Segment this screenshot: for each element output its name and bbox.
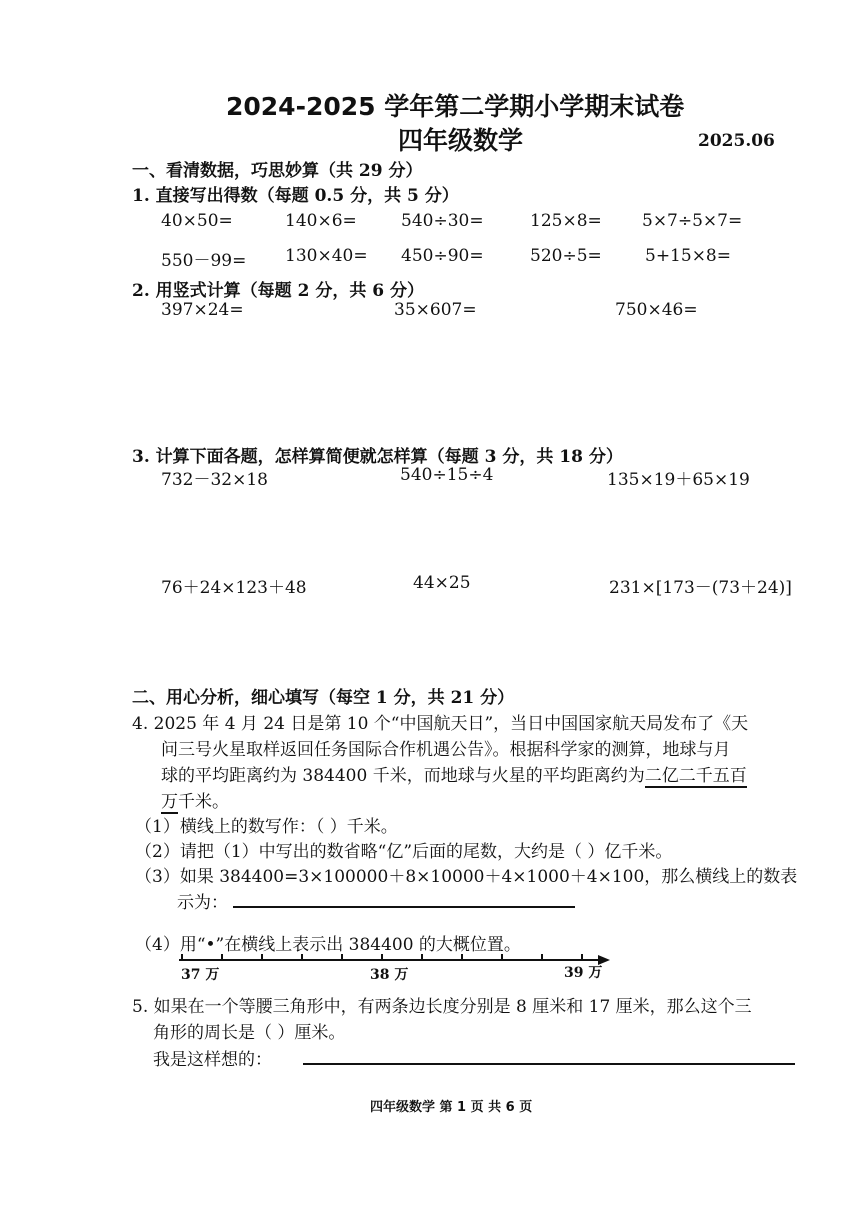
- q2-item: 750×46=: [615, 300, 698, 320]
- q2-item: 35×607=: [394, 300, 477, 320]
- q5-text-line: 5. 如果在一个等腰三角形中，有两条边长度分别是 8 厘米和 17 厘米，那么这个三: [132, 997, 752, 1017]
- q1-item: 130×40=: [285, 246, 368, 266]
- answer-line[interactable]: [233, 906, 575, 908]
- q3-item: 540÷15÷4: [400, 465, 494, 485]
- q4-sub3-label: 示为：: [177, 893, 228, 913]
- axis-tick: [341, 954, 343, 961]
- axis-label: 39 万: [564, 965, 603, 981]
- q2-heading: 2. 用竖式计算（每题 2 分，共 6 分）: [132, 281, 424, 301]
- number-line-axis: [179, 959, 599, 961]
- q4-text-plain: 球的平均距离约为 384400 千米，而地球与火星的平均距离约为: [161, 766, 645, 786]
- axis-label: 38 万: [370, 967, 409, 983]
- axis-tick: [581, 954, 583, 961]
- q1-heading: 1. 直接写出得数（每题 0.5 分，共 5 分）: [132, 186, 459, 206]
- axis-tick: [461, 954, 463, 961]
- axis-tick: [181, 954, 183, 961]
- q1-item: 40×50=: [161, 211, 233, 231]
- q4-sub4: （4）用“•”在横线上表示出 384400 的大概位置。: [135, 935, 521, 955]
- page-footer: 四年级数学 第 1 页 共 6 页: [370, 1100, 533, 1115]
- axis-tick: [261, 954, 263, 961]
- q4-text-plain: 千米。: [178, 792, 229, 812]
- q3-item: 44×25: [413, 573, 471, 593]
- axis-tick: [301, 954, 303, 961]
- q4-underlined-number: 万: [161, 792, 178, 812]
- q3-item: 76＋24×123＋48: [161, 578, 307, 598]
- q4-text-line: 问三号火星取样返回任务国际合作机遇公告》。根据科学家的测算，地球与月: [161, 740, 731, 760]
- q1-item: 5×7÷5×7=: [642, 211, 743, 231]
- axis-tick: [381, 954, 383, 961]
- q1-item: 125×8=: [530, 211, 602, 231]
- q2-item: 397×24=: [161, 300, 244, 320]
- q1-item: 520÷5=: [530, 246, 602, 266]
- axis-label: 37 万: [181, 967, 220, 983]
- exam-date: 2025.06: [698, 131, 775, 151]
- q4-sub3: （3）如果 384400=3×100000＋8×10000＋4×1000＋4×100，那么横线上的数表: [135, 867, 798, 887]
- reasoning-answer-line[interactable]: [303, 1063, 795, 1065]
- section2-heading: 二、用心分析，细心填写（每空 1 分，共 21 分）: [132, 688, 515, 708]
- q4-sub1: （1）横线上的数写作：（ ）千米。: [135, 817, 398, 837]
- q3-item: 732－32×18: [161, 470, 268, 490]
- axis-tick: [501, 954, 503, 961]
- axis-tick: [221, 954, 223, 961]
- q1-item: 140×6=: [285, 211, 357, 231]
- q4-sub2: （2）请把（1）中写出的数省略“亿”后面的尾数，大约是（ ）亿千米。: [135, 842, 673, 862]
- exam-title: 2024-2025 学年第二学期小学期末试卷: [226, 92, 685, 121]
- q4-underlined-number: 二亿二千五百: [644, 766, 747, 786]
- q4-text-line: [161, 787, 229, 812]
- q5-text-line: 角形的周长是（ ）厘米。: [153, 1023, 346, 1043]
- q4-text-line: 4. 2025 年 4 月 24 日是第 10 个“中国航天日”，当日中国国家航天局发布了《天: [132, 714, 749, 734]
- q1-item: 5+15×8=: [645, 246, 731, 266]
- section1-heading: 一、看清数据，巧思妙算（共 29 分）: [132, 161, 423, 181]
- q4-text-line: [161, 761, 747, 786]
- axis-tick: [421, 954, 423, 961]
- q1-item: 450÷90=: [401, 246, 484, 266]
- q3-heading: 3. 计算下面各题，怎样算简便就怎样算（每题 3 分，共 18 分）: [132, 447, 623, 467]
- q5-reasoning-label: 我是这样想的：: [153, 1050, 272, 1070]
- axis-tick: [541, 954, 543, 961]
- exam-subtitle: 四年级数学: [398, 126, 524, 155]
- q3-item: 135×19＋65×19: [607, 470, 750, 490]
- q3-item: 231×[173－(73＋24)]: [609, 578, 792, 598]
- q1-item: 540÷30=: [401, 211, 484, 231]
- q1-item: 550－99=: [161, 251, 247, 271]
